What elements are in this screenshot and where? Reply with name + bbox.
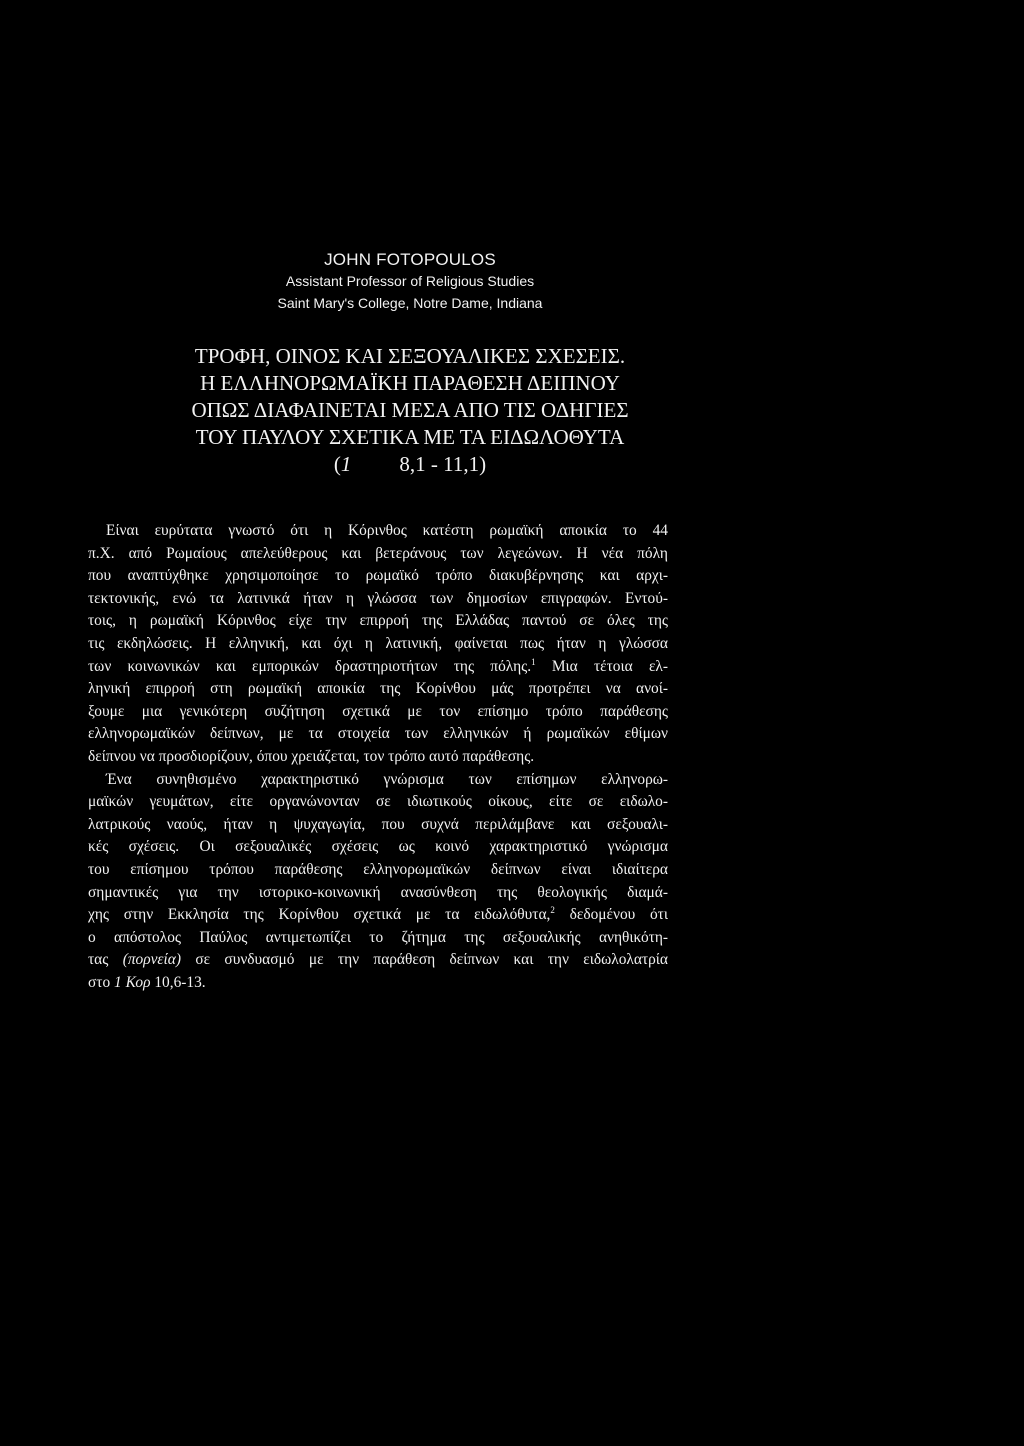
p1-line-8: ληνική επιρροή στη ρωμαϊκή αποικία της Κορίνθου μάς προτρέπει να ανοί- [88,680,668,698]
p2-line-9 [88,949,668,972]
p2-line-3: λατρικούς ναούς, ήταν η ψυχαγωγία, που συχνά περιλάμβανε και σεξουαλι- [88,815,668,833]
p2-line-2: μαϊκών γευμάτων, είτε οργανώνονταν σε ιδιωτικούς οίκους, είτε σε ειδωλο- [88,793,668,811]
ref-book-number: 1 [340,452,352,476]
footnote-marker-2: 2 [550,904,555,915]
author-institution: Saint Mary's College, Notre Dame, Indiana [277,295,543,311]
p1-line-2: π.Χ. από Ρωμαίους απελεύθερους και βετεράνους των λεγεώνων. Η νέα πόλη [88,544,668,562]
p1-line-3: που αναπτύχθηκε χρησιμοποίησε το ρωμαϊκό τρόπο διακυβέρνησης και αρχι- [88,567,668,585]
p1-line-7 [88,656,668,679]
term-porneia: (πορνεία) [122,951,181,969]
paragraph-2 [88,769,668,995]
title-line-3: ΟΠΩΣ ΔΙΑΦΑΙΝΕΤΑΙ ΜΕΣΑ ΑΠΟ ΤΙΣ ΟΔΗΓΙΕΣ [191,398,629,422]
p2-line-5: του επίσημου τρόπου παράθεσης ελληνορωμαϊκών δείπνων είναι ιδιαίτερα [88,860,668,878]
p1-line-7-text: των κοινωνικών και εμπορικών δραστηριοτήτων της πόλης. [88,657,532,675]
ref-chapters: 8,1 - 11,1) [399,452,487,476]
title-scripture-reference [120,451,700,478]
p2-line-10-before: στο [88,973,115,991]
p2-line-9-before: τας [88,951,123,969]
title-line-4: ΤΟΥ ΠΑΥΛΟΥ ΣΧΕΤΙΚΑ ΜΕ ΤΑ ΕΙΔΩΛΟΘΥΤΑ [195,425,625,449]
p1-line-1: Είναι ευρύτατα γνωστό ότι η Κόρινθος κατέστη ρωμαϊκή αποικία το 44 [106,522,668,539]
p2-line-10 [88,972,668,995]
p2-line-1: Ένα συνηθισμένο χαρακτηριστικό γνώρισμα των επίσημων ελληνορω- [106,770,668,788]
p1-line-6: τις εκδηλώσεις. Η ελληνική, και όχι η λατινική, φαίνεται πως ήταν η γλώσσα [88,634,668,652]
p2-line-10-after: 10,6-13. [150,973,206,991]
p2-line-4: κές σχέσεις. Οι σεξουαλικές σχέσεις ως κοινό χαρακτηριστικό γνώρισμα [88,838,668,856]
article-body [88,520,668,994]
p1-line-10: ελληνορωμαϊκών δείπνων, με τα στοιχεία των ελληνικών ή ρωμαϊκών εθίμων [88,725,668,743]
article-title [120,343,700,478]
p2-line-6: σημαντικές για την ιστορικο-κοινωνική ανασύνθεση της θεολογικής διαμά- [88,883,668,901]
p1-line-7-after: Μια τέτοια ελ- [535,657,668,675]
scripture-ref-1-cor: 1 Κορ [114,973,151,991]
p2-line-7 [88,904,668,927]
footnote-marker-1: 1 [531,656,536,667]
p2-line-9-after: σε συνδυασμό με την παράθεση δείπνων και την ειδωλολατρία [180,951,668,969]
title-line-2: Η ΕΛΛΗΝΟΡΩΜΑΪΚΗ ΠΑΡΑΘΕΣΗ ΔΕΙΠΝΟΥ [200,371,620,395]
author-position: Assistant Professor of Religious Studies [285,273,535,289]
p1-line-4: τεκτονικής, ενώ τα λατινικά ήταν η γλώσσα των δημοσίων επιγραφών. Εντού- [88,589,668,607]
ref-open: ( [333,452,341,476]
author-name: JOHN FOTOPOULOS [324,250,496,269]
p1-line-11: δείπνου να προσδιορίζουν, όπου χρειάζεται, τον τρόπο αυτό παράθεσης. [88,747,535,765]
p1-line-9: ξουμε μια γενικότερη συζήτηση σχετικά με τον επίσημο τρόπο παράθεσης [88,702,668,720]
p2-line-7-after: δεδομένου ότι [554,906,668,924]
p1-line-5: τοις, η ρωμαϊκή Κόρινθος είχε την επιρροή της Ελλάδας παντού σε όλες της [88,612,668,630]
paragraph-1 [88,520,668,769]
title-line-1: ΤΡΟΦΗ, ΟΙΝΟΣ ΚΑΙ ΣΕΞΟΥΑΛΙΚΕΣ ΣΧΕΣΕΙΣ. [194,344,626,368]
p2-line-7-text: χης στην Εκκλησία της Κορίνθου σχετικά με τα ειδωλόθυτα, [88,906,551,924]
p2-line-8: ο απόστολος Παύλος αντιμετωπίζει το ζήτημα της σεξουαλικής ανηθικότη- [88,928,668,946]
author-header [200,250,620,314]
